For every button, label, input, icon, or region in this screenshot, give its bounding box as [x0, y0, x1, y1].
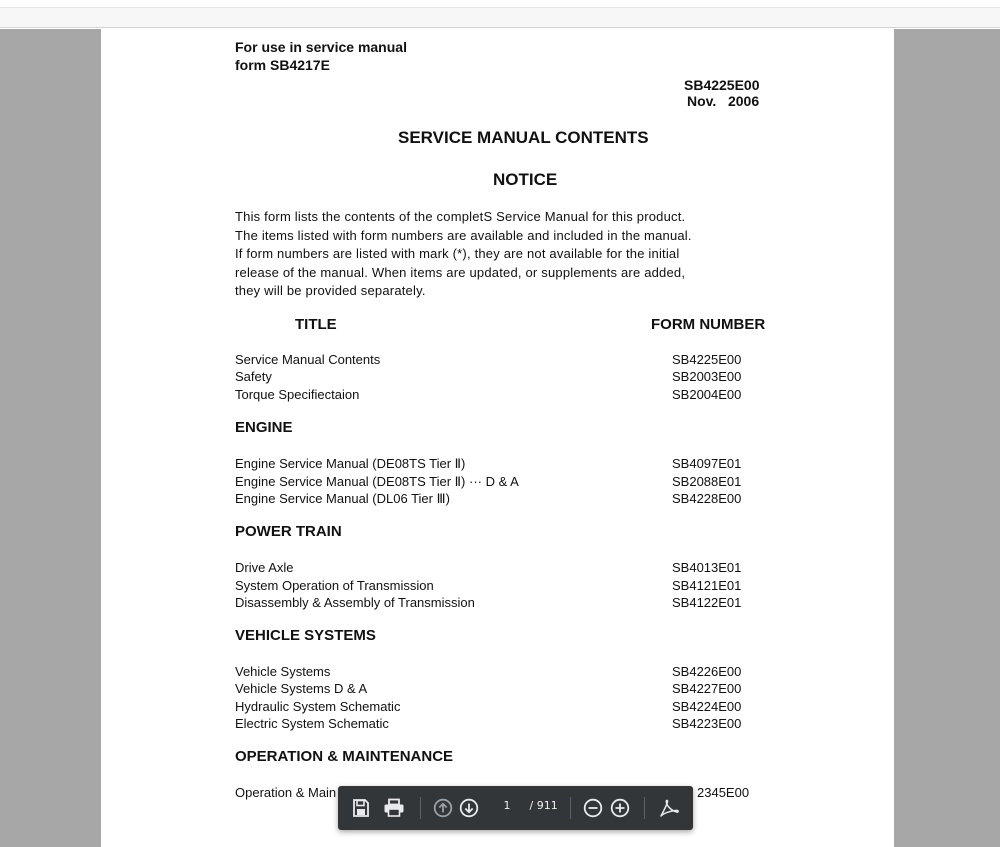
current-page-input[interactable]: 1 — [503, 799, 511, 812]
main-title: SERVICE MANUAL CONTENTS — [398, 128, 649, 147]
item-title: Engine Service Manual (DE08TS Tier Ⅱ) — [235, 456, 466, 471]
header-line-2: form SB4217E — [235, 57, 330, 73]
previous-page-button[interactable] — [430, 795, 456, 821]
page-down-icon — [459, 798, 479, 818]
total-pages: / 911 — [529, 799, 558, 812]
item-title: System Operation of Transmission — [235, 578, 434, 593]
item-form-number: SB2004E00 — [672, 387, 742, 402]
zoom-in-button[interactable] — [607, 795, 633, 821]
item-title: Engine Service Manual (DL06 Tier Ⅲ) — [235, 491, 450, 506]
item-form-number: SB4224E00 — [672, 699, 742, 714]
pdf-page — [101, 29, 894, 847]
notice-line: release of the manual. When items are updated, or supplements are added, — [235, 264, 686, 280]
section-heading-power-train: POWER TRAIN — [235, 523, 342, 540]
pdf-viewer-area[interactable] — [0, 29, 1000, 847]
section-heading-vehicle-systems: VEHICLE SYSTEMS — [235, 627, 376, 644]
open-in-acrobat-button[interactable] — [656, 795, 682, 821]
item-form-number: SB4097E01 — [672, 456, 742, 471]
save-icon — [351, 798, 371, 818]
item-title: Hydraulic System Schematic — [235, 699, 401, 714]
zoom-out-button[interactable] — [580, 795, 606, 821]
table-row — [235, 577, 775, 594]
item-title: Drive Axle — [235, 560, 294, 575]
form-code: SB4225E00 — [684, 77, 760, 93]
item-title: Vehicle Systems — [235, 664, 331, 679]
item-title: Electric System Schematic — [235, 716, 389, 731]
item-form-number: 2345E00 — [697, 785, 750, 800]
table-row — [235, 368, 775, 385]
toolbar-divider — [644, 797, 645, 819]
item-title: Operation & Main — [235, 785, 337, 800]
page-indicator — [498, 799, 558, 812]
item-title: Safety — [235, 369, 272, 384]
table-row — [235, 698, 775, 715]
column-header-title: TITLE — [295, 316, 337, 333]
acrobat-icon — [658, 797, 680, 819]
item-title: Service Manual Contents — [235, 352, 381, 367]
notice-line: The items listed with form numbers are available and included in the manual. — [235, 227, 692, 243]
table-row — [235, 455, 775, 472]
save-button[interactable] — [348, 795, 374, 821]
print-icon — [383, 798, 405, 818]
item-form-number: SB4121E01 — [672, 578, 742, 593]
item-form-number: SB2003E00 — [672, 369, 742, 384]
notice-paragraph — [235, 208, 745, 301]
table-row — [235, 559, 775, 576]
section-heading-operation-maintenance: OPERATION & MAINTENANCE — [235, 748, 454, 765]
table-row — [235, 680, 775, 697]
print-button[interactable] — [381, 795, 407, 821]
item-form-number: SB4228E00 — [672, 491, 742, 506]
item-title: Vehicle Systems D & A — [235, 681, 368, 696]
item-form-number: SB4223E00 — [672, 716, 742, 731]
document-date: Nov. 2006 — [687, 93, 760, 109]
table-row — [235, 490, 775, 507]
table-row — [235, 594, 775, 611]
section-heading-engine: ENGINE — [235, 419, 293, 436]
zoom-out-icon — [583, 798, 603, 818]
header-line-1: For use in service manual — [235, 39, 407, 55]
browser-tab-strip — [0, 0, 1000, 8]
item-form-number: SB4226E00 — [672, 664, 742, 679]
item-title: Torque Specifiectaion — [235, 387, 360, 402]
item-form-number: SB2088E01 — [672, 474, 742, 489]
toolbar-divider — [570, 797, 571, 819]
item-form-number: SB4122E01 — [672, 595, 742, 610]
column-header-form-number: FORM NUMBER — [651, 316, 766, 333]
item-title: Disassembly & Assembly of Transmission — [235, 595, 475, 610]
notice-line: If form numbers are listed with mark (*), they are not available for the initial — [235, 246, 680, 262]
notice-line: This form lists the contents of the completS Service Manual for this product. — [235, 209, 686, 224]
item-form-number: SB4227E00 — [672, 681, 742, 696]
table-row — [235, 715, 775, 732]
zoom-in-icon — [610, 798, 630, 818]
page-up-icon — [433, 798, 453, 818]
item-form-number: SB4013E01 — [672, 560, 742, 575]
table-row — [235, 351, 775, 368]
notice-title: NOTICE — [493, 170, 558, 189]
table-row — [235, 386, 775, 403]
notice-line: they will be provided separately. — [235, 283, 426, 299]
item-form-number: SB4225E00 — [672, 352, 742, 367]
table-row — [235, 663, 775, 680]
browser-top-bar — [0, 0, 1000, 28]
pdf-toolbar — [338, 786, 693, 830]
item-title: Engine Service Manual (DE08TS Tier Ⅱ) ··· D & A — [235, 474, 519, 489]
table-row — [235, 473, 775, 490]
toolbar-divider — [420, 797, 421, 819]
next-page-button[interactable] — [456, 795, 482, 821]
